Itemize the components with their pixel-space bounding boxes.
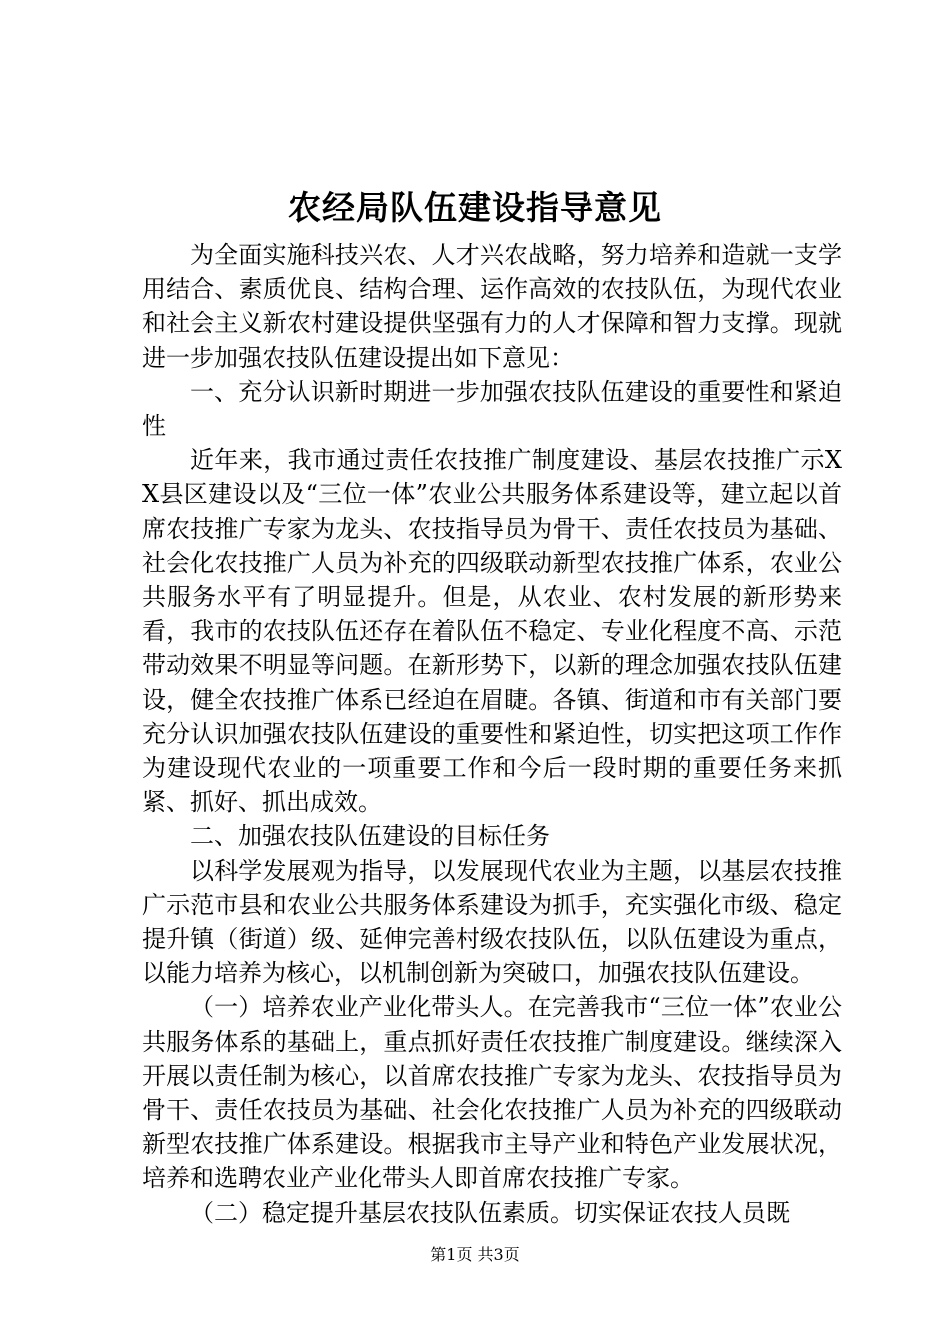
section-heading-2: 二、加强农技队伍建设的目标任务 [190, 822, 550, 851]
intro-paragraph: 为全面实施科技兴农、人才兴农战略，努力培养和造就一支学用结合、素质优良、结构合理、运作高效的农技队伍，为现代农业和社会主义新农村建设提供坚强有力的人才保障和智力支撑。现就进一步加强农技队伍建设提出如下意见： [142, 241, 842, 372]
section-heading-1: 一、充分认识新时期进一步加强农技队伍建设的重要性和紧迫性 [142, 377, 842, 441]
body-paragraph: 以科学发展观为指导，以发展现代农业为主题，以基层农技推广示范市县和农业公共服务体系建设为抓手，充实强化市级、稳定提升镇（街道）级、延伸完善村级农技队伍，以队伍建设为重点，以能力培养为核心，以机制创新为突破口，加强农技队伍建设。 [142, 856, 842, 988]
subsection-paragraph-2: （二）稳定提升基层农技队伍素质。切实保证农技人员既 [190, 1198, 790, 1227]
subsection-paragraph-1: （一）培养农业产业化带头人。在完善我市“三位一体”农业公共服务体系的基础上，重点抓好责任农技推广制度建设。继续深入开展以责任制为核心，以首席农技推广专家为龙头、农技指导员为骨干、责任农技员为基础、社会化农技推广人员为补充的四级联动新型农技推广体系建设。根据我市主导产业和特色产业发展状况，培养和选聘农业产业化带头人即首席农技推广专家。 [142, 993, 842, 1193]
body-paragraph: 近年来，我市通过责任农技推广制度建设、基层农技推广示XX县区建设以及“三位一体”农业公共服务体系建设等，建立起以首席农技推广专家为龙头、农技指导员为骨干、责任农技员为基础、社会化农技推广人员为补充的四级联动新型农技推广体系，农业公共服务水平有了明显提升。但是，从农业、农村发展的新形势来看，我市的农技队伍还存在着队伍不稳定、专业化程度不高、示范带动效果不明显等问题。在新形势下，以新的理念加强农技队伍建设，健全农技推广体系已经迫在眉睫。各镇、街道和市有关部门要充分认识加强农技队伍建设的重要性和紧迫性，切实把这项工作作为建设现代农业的一项重要工作和今后一段时期的重要任务来抓紧、抓好、抓出成效。 [142, 446, 842, 817]
page-footer: 第1页 共3页 [430, 1245, 520, 1264]
document-body [142, 238, 842, 1230]
document-title: 农经局队伍建设指导意见 [288, 188, 662, 227]
